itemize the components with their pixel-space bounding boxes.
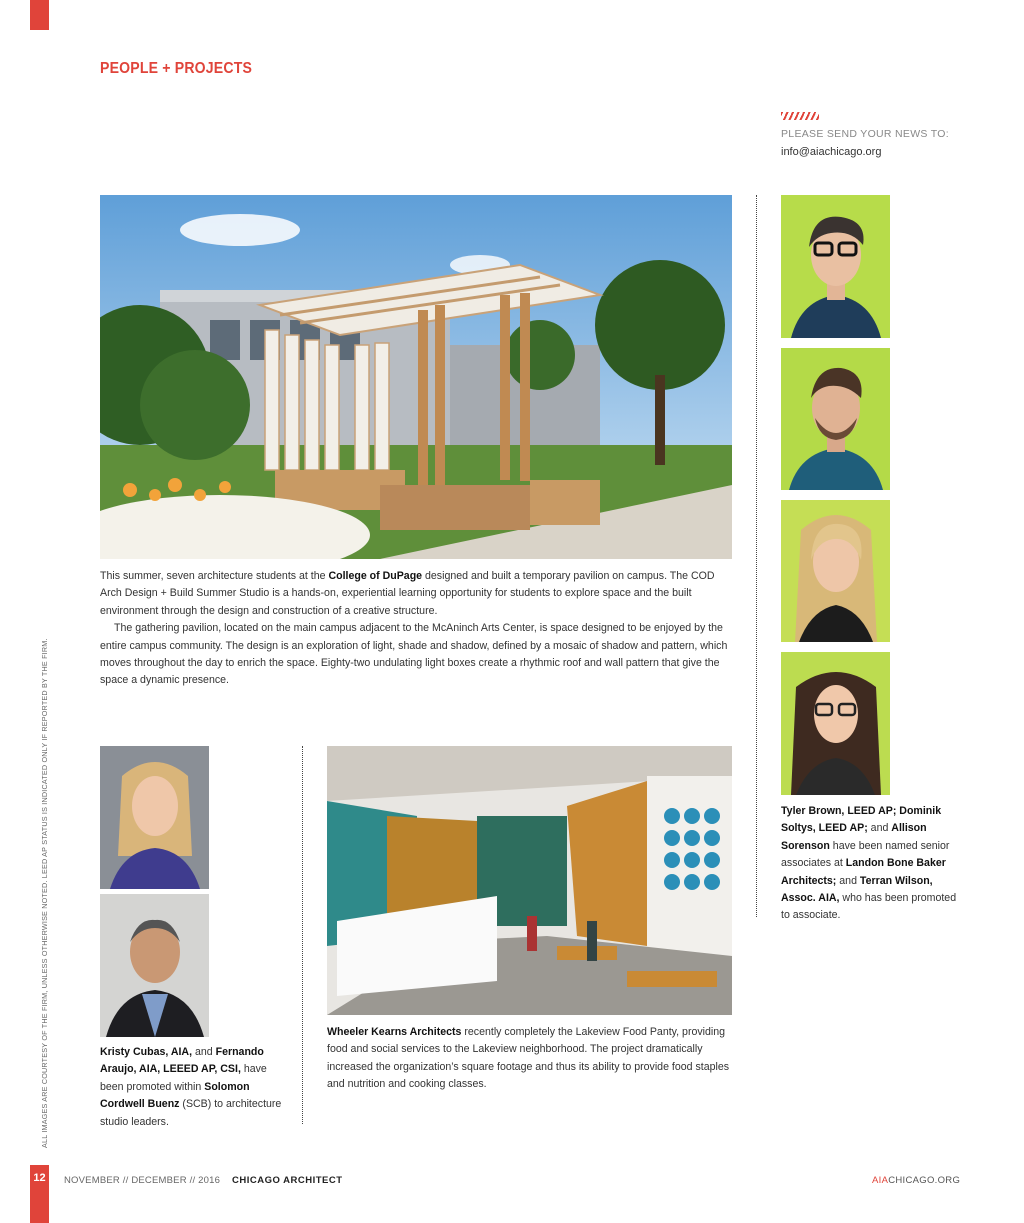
promotion-caption-scb xyxy=(100,1044,285,1131)
names: Terran Wilson, Assoc. AIA, xyxy=(781,874,933,905)
news-label: PLEASE SEND YOUR NEWS TO: xyxy=(781,128,949,140)
food-pantry-caption xyxy=(327,1024,732,1094)
pavilion-photo xyxy=(100,195,732,559)
news-email-link[interactable]: info@aiachicago.org xyxy=(781,146,882,158)
issue-date: NOVEMBER // DECEMBER // 2016 xyxy=(64,1175,221,1186)
firm-name: College of DuPage xyxy=(328,570,423,582)
portrait-kristy-cubas xyxy=(100,746,209,889)
website-rest: CHICAGO.ORG xyxy=(888,1175,961,1186)
article-text: designed and built a temporary pavilion on campus. The COD Arch Design + Build Summer Studio is a hands-on, experiential learning opportunity for students to explore space and the built environment through the design and construction of a creative structure. xyxy=(100,570,715,617)
image-credit: ALL IMAGES ARE COURTESY OF THE FIRM, UNLESS OTHERWISE NOTED. LEED AP STATUS IS INDICATED ONLY IF REPORTED BY THE FIRM. xyxy=(40,638,49,1148)
website-accent: AIA xyxy=(872,1175,889,1186)
decorative-stripes xyxy=(781,112,819,120)
caption-text: recently completely the Lakeview Food Panty, providing food and social services to the Lakeview neighborhood. The project dramatically increased the organization’s square footage and thus its ability to provide food staples and nutrition and cooking classes. xyxy=(327,1026,730,1091)
firm-name: Solomon Cordwell Buenz xyxy=(100,1080,250,1111)
caption-text: and xyxy=(867,822,892,835)
column-divider-right xyxy=(756,195,757,917)
firm-name: Wheeler Kearns Architects xyxy=(327,1026,462,1038)
firm-name: Landon Bone Baker Architects; xyxy=(781,857,946,887)
names: Allison Sorenson xyxy=(781,822,927,852)
website-link[interactable] xyxy=(872,1175,960,1186)
caption-text: who has been promoted to associate. xyxy=(781,892,957,922)
header-accent-bar xyxy=(30,0,49,30)
caption-text: have been named senior associates at xyxy=(781,839,950,870)
magazine-name: CHICAGO ARCHITECT xyxy=(232,1175,343,1186)
names: Tyler Brown, LEED AP; Dominik Soltys, LEED AP; xyxy=(781,805,942,835)
pavilion-article xyxy=(100,568,732,690)
portrait-dominik-soltys xyxy=(781,348,890,490)
portrait-tyler-brown xyxy=(781,195,890,338)
article-text: This summer, seven architecture students at the xyxy=(100,570,329,582)
caption-text: and xyxy=(836,874,860,887)
names: Fernando Araujo, AIA, LEEED AP, CSI, xyxy=(100,1046,264,1076)
promotion-caption-lbba xyxy=(781,803,961,925)
column-divider-middle xyxy=(302,746,303,1124)
portrait-fernando-araujo xyxy=(100,894,209,1037)
article-paragraph: The gathering pavilion, located on the main campus adjacent to the McAninch Arts Center, is space designed to be enjoyed by the entire campus community. The design is an exploration of light, shade and shadow, defined by a mosaic of shadow and pattern, which moves throughout the day to enrich the space. Eighty-two undulating light boxes create a rhythmic roof and wall pattern that give the space a dynamic presence. xyxy=(100,622,728,687)
caption-text: (SCB) to architecture studio leaders. xyxy=(100,1098,282,1128)
portrait-allison-sorenson xyxy=(781,500,890,642)
caption-text: have been promoted within xyxy=(100,1063,267,1093)
caption-text: and xyxy=(192,1046,216,1058)
portrait-terran-wilson xyxy=(781,652,890,795)
section-title: PEOPLE + PROJECTS xyxy=(100,60,253,77)
food-pantry-photo xyxy=(327,746,732,1015)
names: Kristy Cubas, AIA, xyxy=(100,1046,193,1058)
page-number: 12 xyxy=(33,1172,46,1184)
